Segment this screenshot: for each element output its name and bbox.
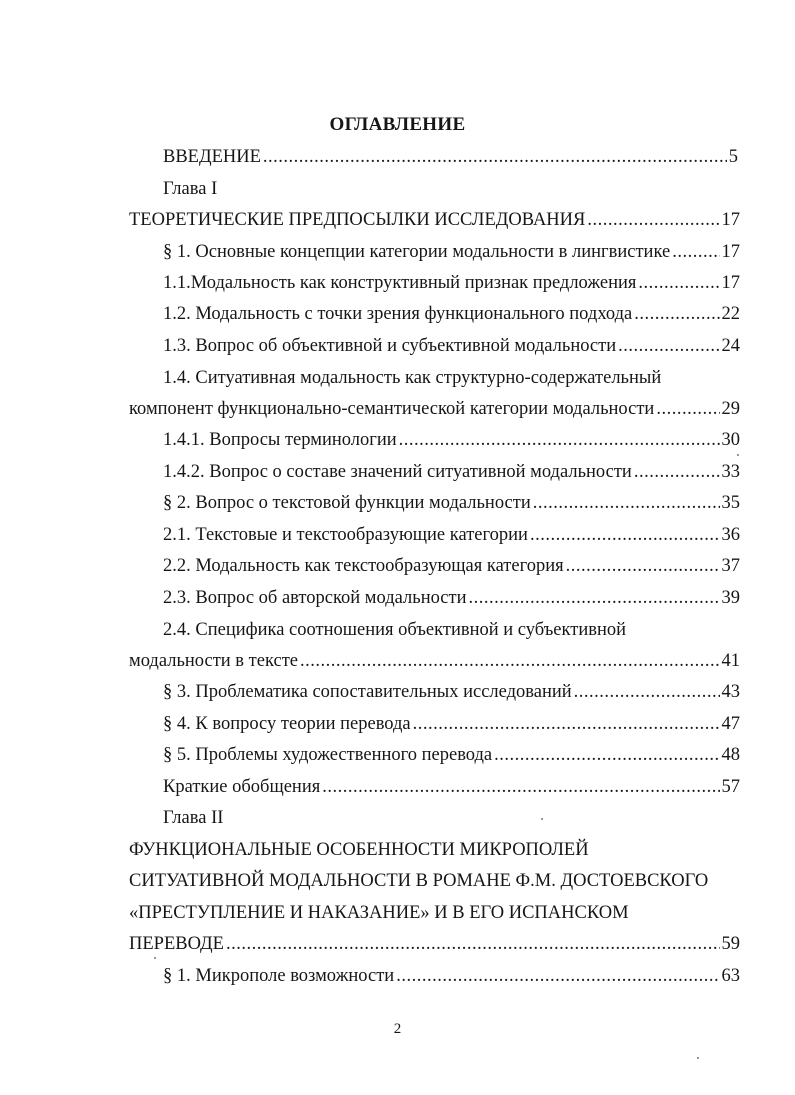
toc-entry-page: 5 [728,147,738,167]
toc-entry-page: 59 [721,934,740,954]
toc-entry-summary [163,774,740,800]
toc-entry-text: 1.4.1. Вопросы терминологии [163,430,397,450]
toc-leader-dots [399,427,720,453]
toc-entry [163,963,740,989]
toc-entry [129,396,740,422]
toc-entry [163,239,740,265]
toc-leader-dots [638,270,719,296]
toc-entry-text: компонент функционально-семантической категории модальности [129,399,655,419]
toc-chapter-2-title-line: «ПРЕСТУПЛЕНИЕ И НАКАЗАНИЕ» И В ЕГО ИСПАНСКОМ [129,903,629,923]
toc-chapter-label-1: Глава I [163,179,218,199]
toc-entry [163,585,740,611]
toc-entry-page: 33 [721,462,740,482]
toc-entry-text: 2.3. Вопрос об авторской модальности [163,588,467,608]
toc-entry [163,427,740,453]
toc-entry-text: 1.4.2. Вопрос о составе значений ситуативной модальности [163,462,632,482]
toc-entry-page: 22 [721,304,740,324]
toc-entry-page: 24 [721,336,740,356]
toc-entry-page: 63 [721,966,740,986]
toc-entry [163,742,740,768]
toc-entry-text: ПЕРЕВОДЕ [129,934,224,954]
toc-chapter-label-2: Глава II [163,808,224,828]
toc-entry-text: § 1. Основные концепции категории модальности в лингвистике [163,242,671,262]
toc-entry [163,301,740,327]
toc-leader-dots [413,711,720,737]
toc-entry [163,679,740,705]
toc-entry-chapter-1-title [129,207,740,233]
toc-leader-dots [533,490,720,516]
toc-entry-text-continued: 2.4. Специфика соотношения объективной и субъективной [163,620,627,640]
toc-entry [129,648,740,674]
toc-entry-text: ВВЕДЕНИЕ [163,147,261,167]
toc-entry-text: ТЕОРЕТИЧЕСКИЕ ПРЕДПОСЫЛКИ ИССЛЕДОВАНИЯ [129,210,586,230]
scan-speck [697,1057,699,1059]
toc-entry-page: 17 [721,242,740,262]
toc-entry-page: 17 [721,210,740,230]
toc-leader-dots [322,774,719,800]
toc-entry-page: 17 [721,273,740,293]
toc-entry-text: 2.1. Текстовые и текстообразующие категории [163,525,528,545]
toc-entry [163,522,740,548]
toc-entry [163,333,740,359]
scan-speck [154,957,156,959]
toc-leader-dots [672,239,719,265]
toc-leader-dots [634,459,720,485]
toc-entry-chapter-2-title-end [129,931,740,957]
toc-entry-text: 2.2. Модальность как текстообразующая категория [163,556,564,576]
toc-leader-dots [396,963,719,989]
toc-entry-text: § 1. Микрополе возможности [163,966,395,986]
toc-leader-dots [530,522,720,548]
toc-entry [163,490,740,516]
toc-entry-page: 36 [721,525,740,545]
toc-leader-dots [574,679,720,705]
toc-leader-dots [263,144,727,170]
toc-entry-page: 29 [721,399,740,419]
toc-entry-page: 35 [721,493,740,513]
toc-leader-dots [494,742,719,768]
toc-leader-dots [566,553,720,579]
toc-entry-page: 41 [721,651,740,671]
toc-entry-text-continued: 1.4. Ситуативная модальность как структурно-содержательный [163,368,662,388]
toc-entry-page: 30 [721,430,740,450]
toc-entry-text: Краткие обобщения [163,777,321,797]
toc-entry [163,459,740,485]
toc-entry-text: 1.3. Вопрос об объективной и субъективной модальности [163,336,617,356]
toc-entry-page: 47 [721,714,740,734]
toc-chapter-2-title-line: СИТУАТИВНОЙ МОДАЛЬНОСТИ В РОМАНЕ Ф.М. ДОСТОЕВСКОГО [129,871,709,891]
toc-leader-dots [618,333,719,359]
toc-leader-dots [587,207,719,233]
toc-entry [163,270,740,296]
toc-leader-dots [226,931,720,957]
toc-entry-text: § 2. Вопрос о текстовой функции модальности [163,493,531,513]
toc-leader-dots [300,648,719,674]
toc-entry-text: 1.2. Модальность с точки зрения функционального подхода [163,304,633,324]
toc-entry-text: 1.1.Модальность как конструктивный признак предложения [163,273,637,293]
toc-chapter-2-title-line: ФУНКЦИОНАЛЬНЫЕ ОСОБЕННОСТИ МИКРОПОЛЕЙ [129,840,589,860]
toc-entry-page: 43 [721,682,740,702]
scan-speck [737,454,739,456]
toc-entry-page: 39 [721,588,740,608]
toc-leader-dots [634,301,719,327]
toc-leader-dots [656,396,719,422]
toc-entry-text: модальности в тексте [129,651,299,671]
toc-entry-page: 57 [721,777,740,797]
toc-entry-text: § 3. Проблематика сопоставительных исследований [163,682,572,702]
toc-entry-text: § 4. К вопросу теории перевода [163,714,411,734]
page-title: ОГЛАВЛЕНИЕ [329,114,466,135]
toc-leader-dots [469,585,720,611]
toc-entry [163,711,740,737]
toc-entry-page: 37 [721,556,740,576]
toc-entry [163,553,740,579]
scan-speck [541,818,543,820]
page-number: 2 [393,1021,402,1037]
toc-entry-introduction [163,144,738,170]
toc-entry-text: § 5. Проблемы художественного перевода [163,745,493,765]
toc-entry-page: 48 [721,745,740,765]
